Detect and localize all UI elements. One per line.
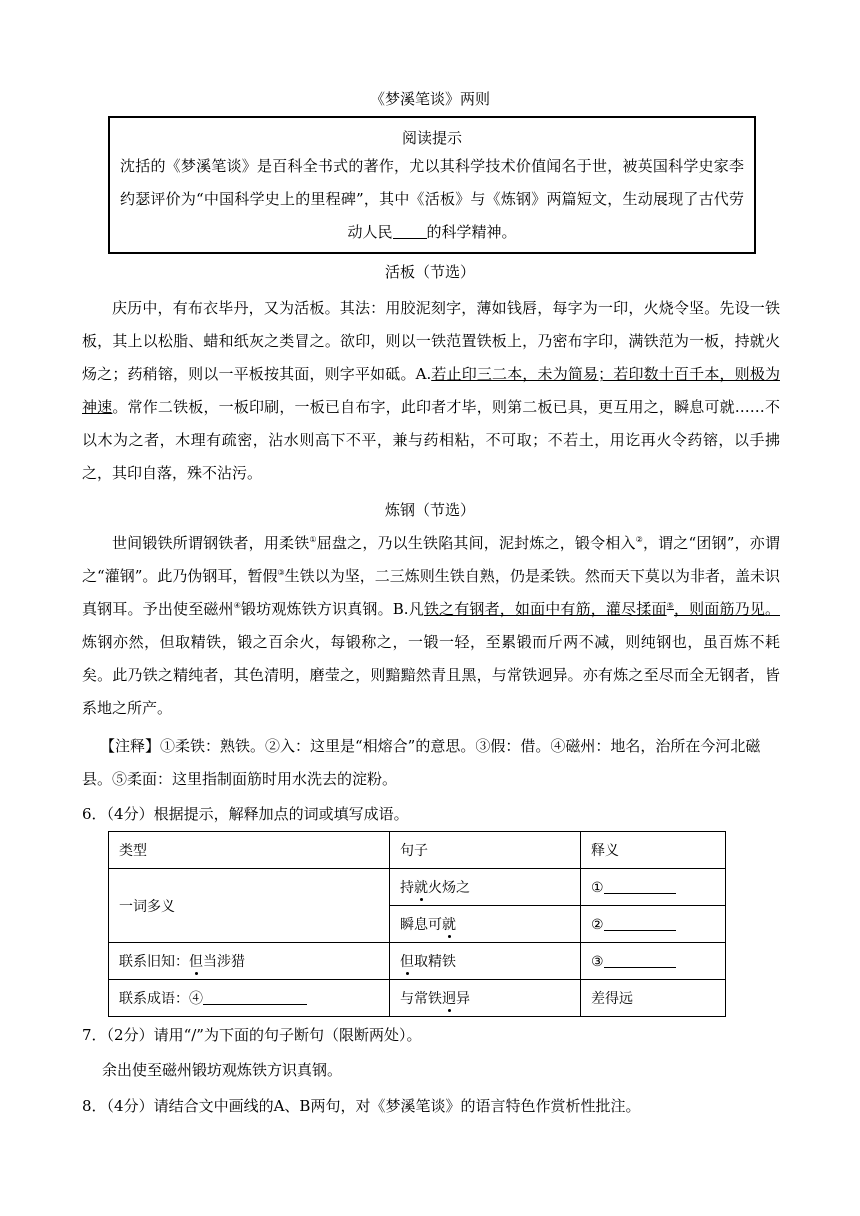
footnote-mark: ③: [277, 568, 285, 577]
table-row: [109, 832, 726, 869]
table-header: 类型: [109, 832, 390, 869]
footnote-mark: ④: [233, 601, 242, 610]
dotted-word: 但: [400, 954, 414, 970]
reading-tip-text-end: 的科学精神。: [426, 223, 517, 241]
underlined-sentence-a: 若止印三二本，未为简易；若印数十百千本，则极为神速: [82, 365, 780, 416]
table-cell: [390, 943, 581, 980]
liangang-text: ，谓之“团钢”，亦谓之“灌钢”。此乃伪钢耳，暂假: [82, 534, 780, 585]
answer-blank[interactable]: [604, 953, 676, 968]
answer-number: ①: [591, 879, 604, 896]
table-cell[interactable]: [109, 980, 390, 1017]
cell-text: 瞬息可: [400, 917, 442, 933]
dotted-word: 就: [442, 917, 456, 933]
table-cell: 一词多义: [109, 869, 390, 943]
question-8: 8．（4分）请结合文中画线的A、B两句，对《梦溪笔谈》的语言特色作赏析性批注。: [82, 1097, 641, 1115]
table-cell: [390, 906, 581, 943]
table-cell: [390, 980, 581, 1017]
dotted-word: 就: [414, 880, 428, 896]
dotted-word: 但: [189, 954, 203, 970]
answer-number: ②: [591, 916, 604, 933]
table-header: 句子: [390, 832, 581, 869]
liangang-text: 屈盘之，乃以生铁陷其间，泥封炼之，锻令相入: [316, 534, 636, 552]
cell-text: 当涉猎: [203, 954, 245, 970]
dotted-word: 迥: [442, 991, 456, 1007]
liangang-paragraph: [82, 527, 780, 725]
reading-tip-body: [110, 150, 754, 249]
cell-text: 与常铁: [400, 991, 442, 1007]
cell-text: 联系旧知：: [119, 954, 189, 970]
answer-blank[interactable]: [604, 879, 676, 894]
answer-number: ③: [591, 953, 604, 970]
liangang-text: 生铁以为坚，二三炼则生铁自熟，仍是柔铁。然而天下莫以为非者，盖未识真钢耳。予出使至磁州: [82, 567, 780, 618]
annotations: 【注释】①柔铁：熟铁。②入：这里是“相熔合”的意思。③假：借。④磁州：地名，治所在今河北磁县。⑤柔面：这里指制面筋时用水洗去的淀粉。: [82, 737, 761, 788]
reading-tip-box: [108, 116, 756, 254]
huoban-text-1: 庆历中，有布衣毕丹，又为活板。其法：用胶泥刻字，薄如钱唇，每字为一印，火烧令坚。先设一铁板，其上以松脂、蜡和纸灰之类冒之。欲印，则以一铁范置铁板上，乃密布字印，满铁范为一板，持就火炀之；药稍镕，则以一平板按其面，则字平如砥。A.: [82, 299, 780, 383]
huoban-heading: 活板（节选）: [384, 263, 475, 281]
table-row: [109, 980, 726, 1017]
table-cell: [109, 943, 390, 980]
page-title: 《梦溪笔谈》两则: [369, 90, 490, 108]
answer-cell[interactable]: [581, 943, 726, 980]
liangang-text: 炼钢亦然，但取精铁，锻之百余火，每锻称之，一锻一轻，至累锻而斤两不减，则纯钢也，虽百炼不耗矣。此乃铁之精纯者，其色清明，磨莹之，则黯黯然青且黑，与常铁迥异。亦有炼之至尽而全无钢者，皆系地之所产。: [82, 633, 780, 717]
answer-cell[interactable]: [581, 906, 726, 943]
underlined-sentence-b-end: ，则面筋乃见。: [673, 600, 780, 618]
table-header: 释义: [581, 832, 726, 869]
cell-text: 联系成语：④: [119, 991, 203, 1007]
reading-tip-text: 沈括的《梦溪笔谈》是百科全书式的著作，尤以其科学技术价值闻名于世，被英国科学史家李约瑟评价为“中国科学史上的里程碑”，其中《活板》与《炼钢》两篇短文，生动展现了古代劳动人民: [120, 157, 744, 241]
answer-blank[interactable]: [604, 916, 676, 931]
liangang-text: 锻坊观炼铁方识真钢。B.凡: [241, 600, 424, 618]
question-6: 6．（4分）根据提示，解释加点的词或填写成语。: [82, 805, 409, 823]
cell-text: 取精铁: [414, 954, 456, 970]
table-cell: [390, 869, 581, 906]
table-row: [109, 943, 726, 980]
liangang-heading: 炼钢（节选）: [384, 501, 475, 519]
footnote-mark: ①: [309, 535, 317, 544]
answer-blank[interactable]: [203, 990, 307, 1005]
liangang-text: 世间锻铁所谓钢铁者，用柔铁: [112, 534, 310, 552]
cell-text: 火炀之: [428, 880, 470, 896]
huoban-text-2: 。常作二铁板，一板印刷，一板已自布字，此印者才毕，则第二板已具，更互用之，瞬息可就……不以木为之者，木理有疏密，沾水则高下不平，兼与药相粘，不可取；不若土，用讫再火令药镕，以手拂之，其印自落，殊不沾污。: [82, 398, 780, 482]
cell-text: 持: [400, 880, 414, 896]
question-7-sentence: 余出使至磁州锻坊观炼铁方识真钢。: [102, 1061, 343, 1079]
huoban-paragraph: [82, 292, 780, 490]
table-cell: 差得远: [581, 980, 726, 1017]
footnote-mark: ②: [635, 535, 643, 544]
question-7: 7．（2分）请用“/”为下面的句子断句（限断两处）。: [82, 1026, 422, 1044]
question-6-table: [108, 831, 726, 1017]
answer-cell[interactable]: [581, 869, 726, 906]
footnote-mark: ⑤: [666, 601, 674, 610]
cell-text: 异: [456, 991, 470, 1007]
tip-blank: [393, 224, 427, 239]
underlined-sentence-b: 铁之有钢者，如面中有筋，灌尽揉面: [423, 600, 667, 618]
reading-tip-heading: 阅读提示: [401, 129, 462, 147]
table-row: [109, 869, 726, 906]
